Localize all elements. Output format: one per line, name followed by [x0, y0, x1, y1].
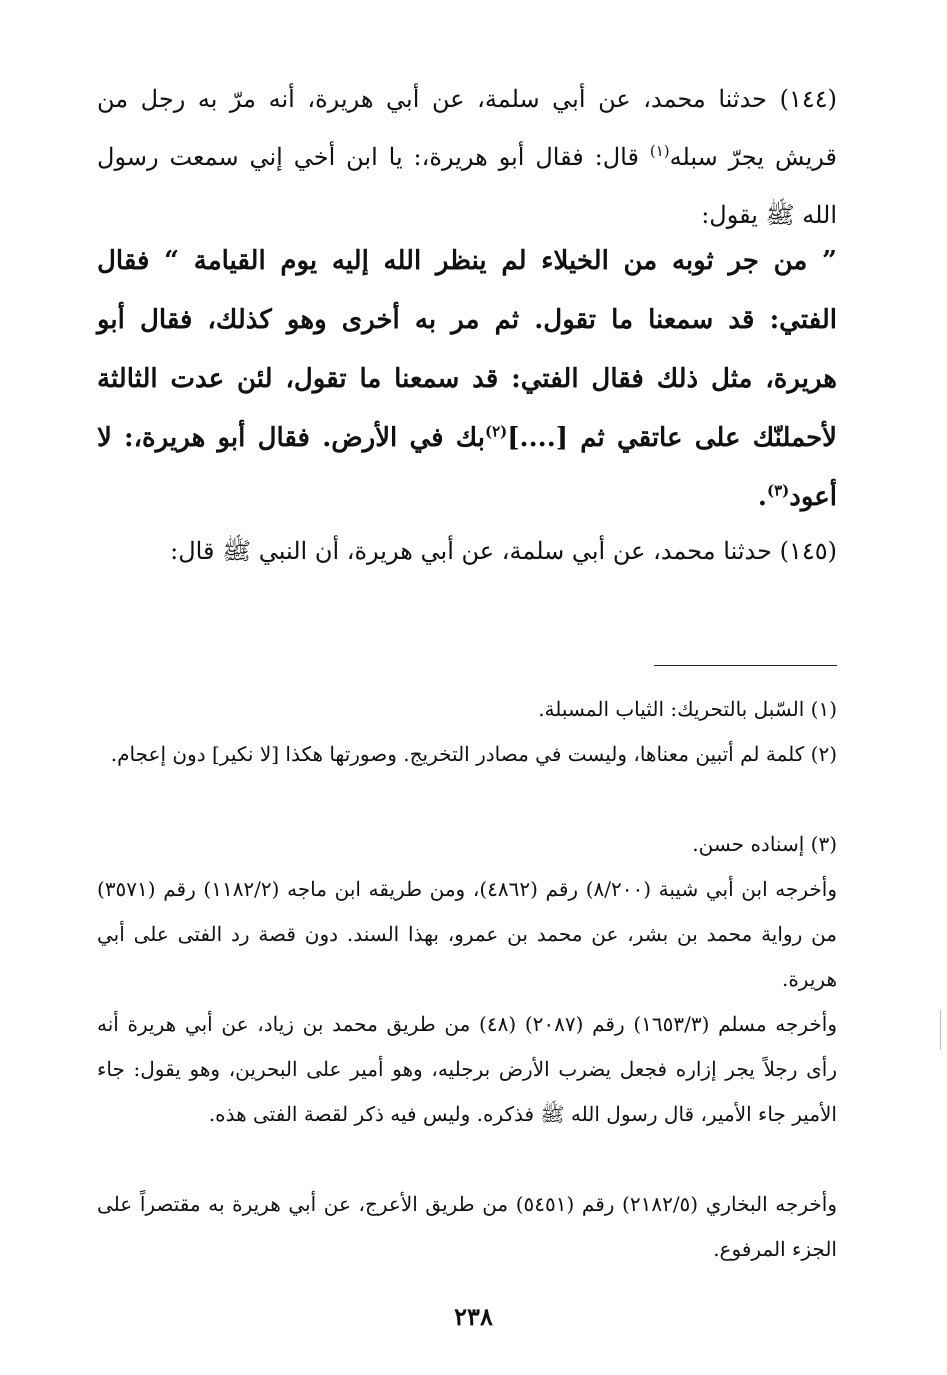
footnote-3-paragraph-1: وأخرجه ابن أبي شيبة (٨/٢٠٠) رقم (٤٨٦٢)، ومن طريقه ابن ماجه (١١٨٢/٢) رقم (٣٥٧١) من رواية محمد بن بشر، عن محمد بن عمرو، بهذا السند. دون قصة رد الفتى على أبي هريرة.	[97, 877, 837, 991]
footnote-3: (٣) إسناده حسن.	[692, 832, 837, 856]
scan-edge-mark	[940, 1010, 941, 1050]
footnote-marker: (١)	[649, 142, 670, 160]
hadith-145	[97, 522, 837, 580]
hadith-number: (١٤٤)	[779, 85, 837, 113]
quote-end: .	[757, 482, 767, 512]
footnote-2: (٢) كلمة لم أتبين معناها، وليست في مصادر التخريج. وصورتها هكذا [لا نكير] دون إعجام.	[110, 742, 837, 766]
footnote-marker: (٢)	[484, 422, 508, 441]
footnote-3-paragraph-3: وأخرجه البخاري (٢١٨٢/٥) رقم (٥٤٥١) من طريق الأعرج، عن أبي هريرة به مقتصراً على الجزء المرفوع.	[97, 1192, 837, 1261]
hadith-quote	[97, 232, 837, 527]
page-number: ٢٣٨	[454, 1302, 493, 1331]
footnote-divider	[654, 665, 837, 666]
hadith-number: (١٤٥)	[779, 537, 837, 565]
footnote-marker: (٣)	[766, 481, 790, 500]
footnote-3-paragraph-2: وأخرجه مسلم (١٦٥٣/٣) رقم (٢٠٨٧) (٤٨) من طريق محمد بن زياد، عن أبي هريرة أنه رأى رجلاً يجر إزاره فجعل يضرب الأرض برجليه، وهو أمير على البحرين، وهو يقول: جاء الأمير جاء الأمير، قال رسول الله ﷺ فذكره. وليس فيه ذكر لقصة الفتى هذه.	[97, 1012, 837, 1126]
hadith-144	[97, 70, 837, 244]
hadith-text: حدثنا محمد، عن أبي سلمة، عن أبي هريرة، أن النبي ﷺ قال:	[170, 537, 772, 565]
footnote-1: (١) السّبل بالتحريك: الثياب المسبلة.	[538, 697, 837, 721]
hadith-text: حدثنا محمد، عن أبي سلمة، عن أبي هريرة، أنه مرّ به رجل من قريش يجرّ سبله	[97, 85, 837, 171]
quote-text: بك في الأرض. فقال أبو هريرة،: لا أعود	[97, 423, 837, 512]
hadith-text: قال: فقال أبو هريرة،: يا ابن أخي إني سمعت رسول الله ﷺ يقول:	[97, 143, 837, 229]
quote-text: ” من جر ثوبه من الخيلاء لم ينظر الله إليه يوم القيامة “ فقال الفتي: قد سمعنا ما تقول. ثم مر به أخرى وهو كذلك، فقال أبو هريرة، مثل ذلك فقال الفتي: قد سمعنا ما تقول، لئن عدت الثالثة لأحملنّك على عاتقي ثم [....]	[97, 246, 837, 453]
